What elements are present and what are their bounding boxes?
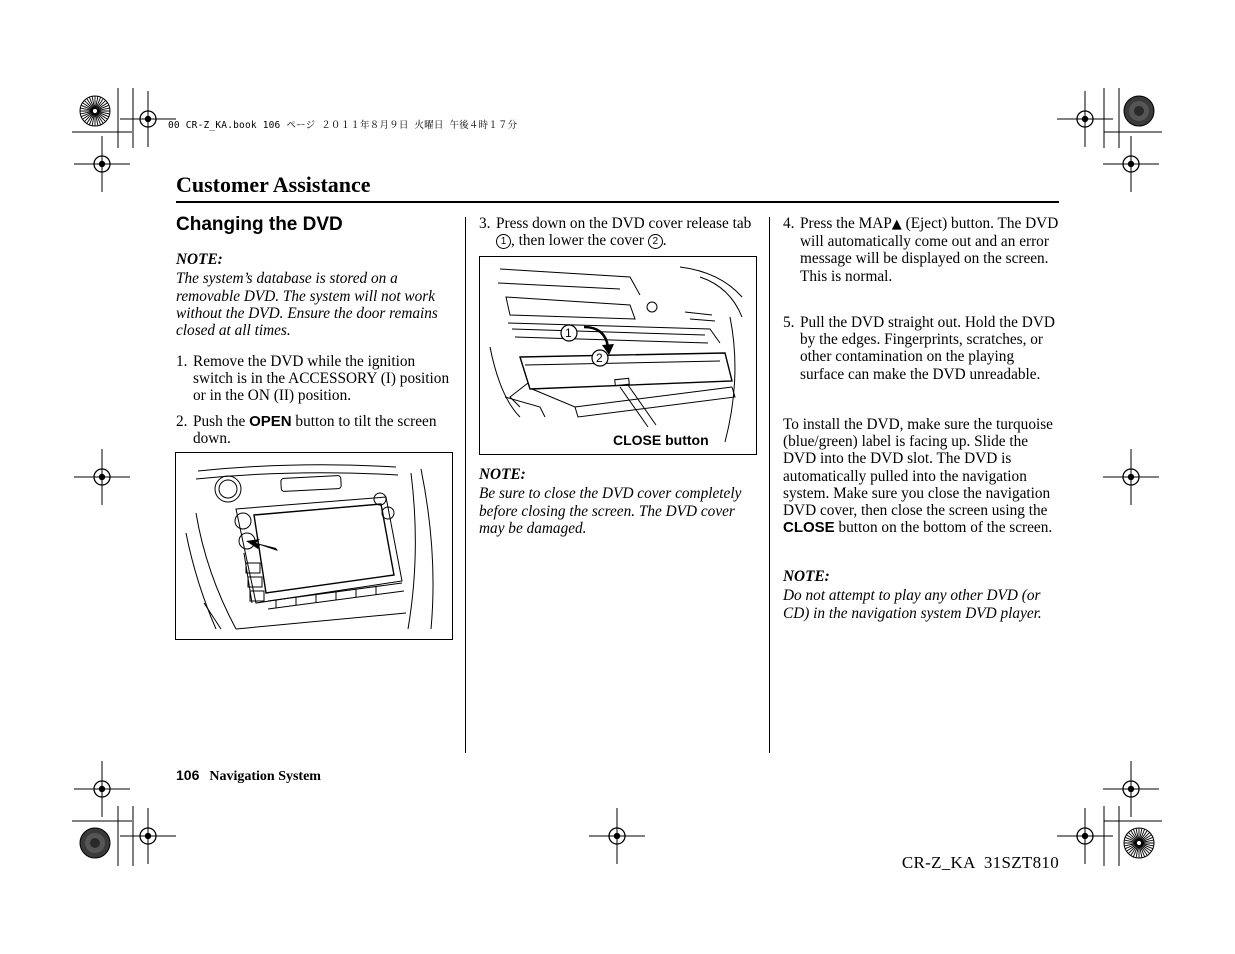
document-code: CR-Z_KA 31SZT810 [901,853,1059,872]
step-number: 4. [783,215,795,232]
step-3 [479,215,759,249]
step-5 [783,314,1059,383]
marker-2: 2 [648,234,663,249]
note-block-2 [479,466,754,537]
note-text: Do not attempt to play any other DVD (or CD) in the navigation system DVD player. [783,587,1042,622]
step-2 [176,413,446,447]
step-text: Push the OPEN button to tilt the screen down. [193,413,437,448]
note-label: NOTE: [783,568,830,585]
figure-dvd-cover [479,256,757,455]
step-number: 3. [479,215,491,232]
step-number: 2. [176,413,188,430]
step-text: Remove the DVD while the ignition switch is in the ACCESSORY (I) position or in the ON (II) position. [193,353,450,405]
step-text: Press down on the DVD cover release tab 1 , then lower the cover 2 . [496,215,752,250]
close-button-callout: CLOSE button [613,432,709,448]
step-text: Pull the DVD straight out. Hold the DVD by the edges. Fingerprints, scratches, or other contamination on the playing surface can make the DVD unreadable. [800,314,1055,383]
step-number: 1. [176,353,188,370]
step-4 [783,215,1059,285]
heading-changing-dvd: Changing the DVD [176,214,343,235]
note-text: The system’s database is stored on a removable DVD. The system will not work without the DVD. Ensure the door remains closed at all times. [176,270,438,340]
figure-marker-1: 1 [565,326,572,340]
note-block-3 [783,568,1059,622]
open-button-label: OPEN [249,413,292,430]
step-number: 5. [783,314,795,331]
head-unit-illustration [176,453,452,639]
page-number: 106 [176,767,200,783]
push-arrow-icon [246,539,278,551]
figure-marker-2: 2 [596,351,603,365]
note-block-1 [176,251,454,339]
lower-cover-arrow-icon [584,327,608,347]
figure-open-button [175,452,453,640]
install-paragraph: To install the DVD, make sure the turquoise (blue/green) label is facing up. Slide the DVD into the DVD slot. The DVD is automatically pulled into the navigation system. Make sure you close the navigation DVD cover, then close the screen using the CLOSE button on the bottom of the screen. [783,416,1053,537]
dvd-cover-illustration [480,257,756,454]
step-text: Press the MAP▲ (Eject) button. The DVD will automatically come out and an error message will be displayed on the screen. This is normal. [800,215,1059,285]
column-divider-2 [769,217,770,753]
eject-icon: ▲ [891,217,902,232]
section-rule [176,201,1059,203]
note-label: NOTE: [479,466,526,483]
note-text: Be sure to close the DVD cover completely before closing the screen. The DVD cover may be damaged. [479,485,742,537]
marker-1: 1 [496,234,511,249]
footer-title: Navigation System [209,769,321,784]
page-footer [176,767,321,785]
column-divider-1 [465,217,466,753]
print-info: 00 CR-Z_KA.book 106 ページ ２０１１年８月９日 火曜日 午後４時１７分 [168,120,518,131]
step-1 [176,353,458,405]
close-button-label: CLOSE [783,519,835,537]
section-title: Customer Assistance [176,172,371,197]
note-label: NOTE: [176,251,223,268]
